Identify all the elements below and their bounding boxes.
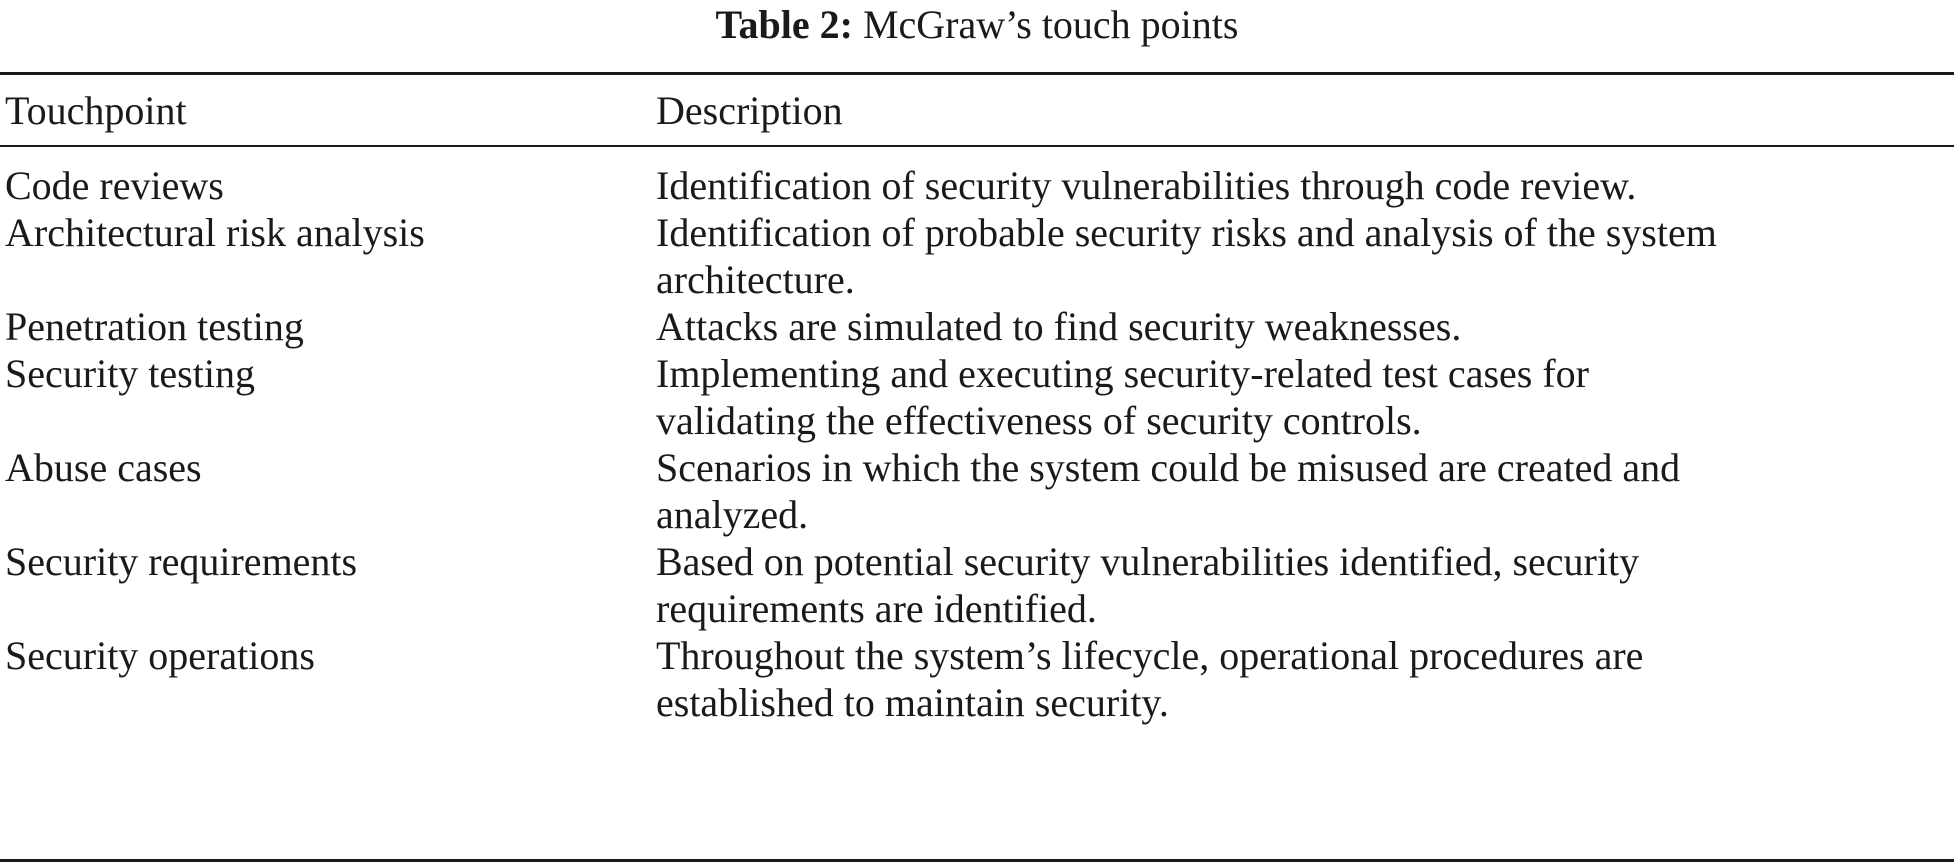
description-line: Scenarios in which the system could be misused are created and	[656, 445, 1681, 490]
touchpoint-cell: Code reviews	[5, 163, 224, 208]
table-top-rule	[0, 72, 1954, 75]
table-row	[0, 209, 1954, 303]
table-header-row	[0, 88, 1954, 134]
description-line: architecture.	[656, 257, 855, 302]
column-header-touchpoint: Touchpoint	[5, 88, 187, 133]
description-line: Identification of probable security risks and analysis of the system	[656, 210, 1717, 255]
touchpoint-cell: Security requirements	[5, 539, 358, 584]
table-caption	[0, 2, 1954, 48]
touchpoint-cell: Architectural risk analysis	[5, 210, 425, 255]
description-cell	[656, 632, 1946, 726]
description-line: established to maintain security.	[656, 680, 1169, 725]
description-line: validating the effectiveness of security controls.	[656, 398, 1422, 443]
description-line: requirements are identified.	[656, 586, 1097, 631]
table-row	[0, 538, 1954, 632]
description-cell	[656, 209, 1946, 303]
table-bottom-rule	[0, 859, 1954, 862]
description-cell	[656, 162, 1946, 209]
description-line: analyzed.	[656, 492, 809, 537]
description-cell	[656, 444, 1946, 538]
description-cell	[656, 350, 1946, 444]
description-line: Based on potential security vulnerabilities identified, security	[656, 539, 1640, 584]
table-row	[0, 444, 1954, 538]
table-caption-label: Table 2:	[715, 2, 853, 47]
touchpoint-cell: Penetration testing	[5, 304, 304, 349]
table-caption-title: McGraw’s touch points	[862, 2, 1239, 47]
description-cell	[656, 538, 1946, 632]
touchpoint-cell: Abuse cases	[5, 445, 202, 490]
table-row	[0, 162, 1954, 209]
table-row	[0, 632, 1954, 726]
description-line: Throughout the system’s lifecycle, operational procedures are	[656, 633, 1644, 678]
description-line: Attacks are simulated to find security weaknesses.	[656, 304, 1462, 349]
table-header-rule	[0, 145, 1954, 147]
touchpoint-cell: Security operations	[5, 633, 315, 678]
column-header-description: Description	[656, 88, 843, 133]
description-line: Identification of security vulnerabilities through code review.	[656, 163, 1637, 208]
touchpoint-cell: Security testing	[5, 351, 255, 396]
table-row	[0, 303, 1954, 350]
table-row	[0, 350, 1954, 444]
description-cell	[656, 303, 1946, 350]
table-body	[0, 162, 1954, 726]
description-line: Implementing and executing security-related test cases for	[656, 351, 1589, 396]
